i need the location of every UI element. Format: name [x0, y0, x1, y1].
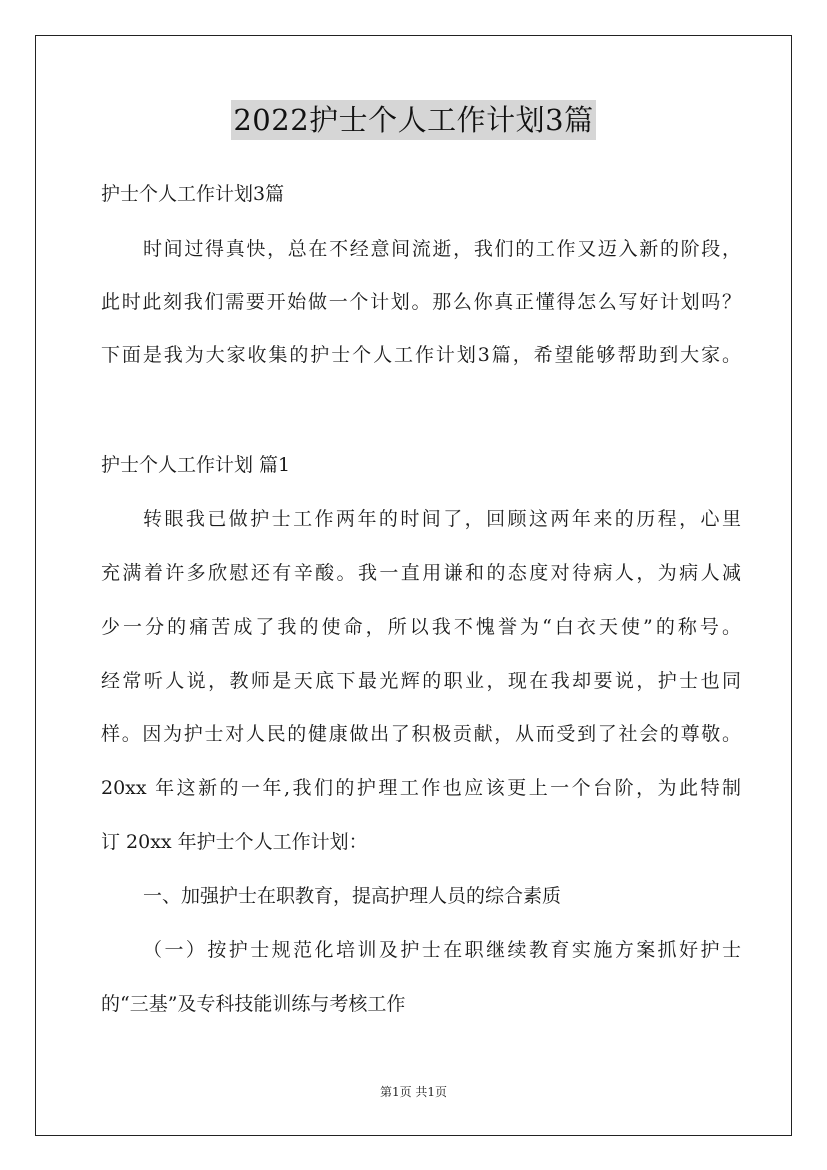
intro-line-3: 下面是我为大家收集的护士个人工作计划3篇，希望能够帮助到大家。 [101, 344, 741, 366]
body-line-7: 订 20xx 年护士个人工作计划： [101, 831, 368, 853]
intro-line-2: 此时此刻我们需要开始做一个计划。那么你真正懂得怎么写好计划吗？ [101, 291, 741, 313]
title-container [0, 100, 827, 140]
subtitle: 护士个人工作计划3篇 [101, 183, 285, 205]
body-line-5: 样。因为护士对人民的健康做出了积极贡献，从而受到了社会的尊敬。 [101, 723, 741, 745]
body-line-1: 转眼我已做护士工作两年的时间了，回顾这两年来的历程，心里 [143, 508, 741, 530]
body-line-6: 20xx 年这新的一年,我们的护理工作也应该更上一个台阶，为此特制 [101, 777, 741, 799]
document-title: 2022护士个人工作计划3篇 [231, 100, 595, 140]
body-line-4: 经常听人说，教师是天底下最光辉的职业，现在我却要说，护士也同 [101, 670, 741, 692]
sub-point-line-1: （一）按护士规范化培训及护士在职继续教育实施方案抓好护士 [143, 939, 741, 961]
intro-line-1: 时间过得真快，总在不经意间流逝，我们的工作又迈入新的阶段， [143, 238, 741, 260]
body-line-2: 充满着许多欣慰还有辛酸。我一直用谦和的态度对待病人，为病人减 [101, 562, 741, 584]
section-heading: 护士个人工作计划 篇1 [101, 454, 291, 476]
sub-point-line-2: 的“三基”及专科技能训练与考核工作 [101, 993, 406, 1015]
point-one-heading: 一、加强护士在职教育，提高护理人员的综合素质 [143, 885, 562, 907]
body-line-3: 少一分的痛苦成了我的使命，所以我不愧誉为“白衣天使”的称号。 [101, 616, 741, 638]
page-footer: 第1页 共1页 [379, 1085, 448, 1099]
